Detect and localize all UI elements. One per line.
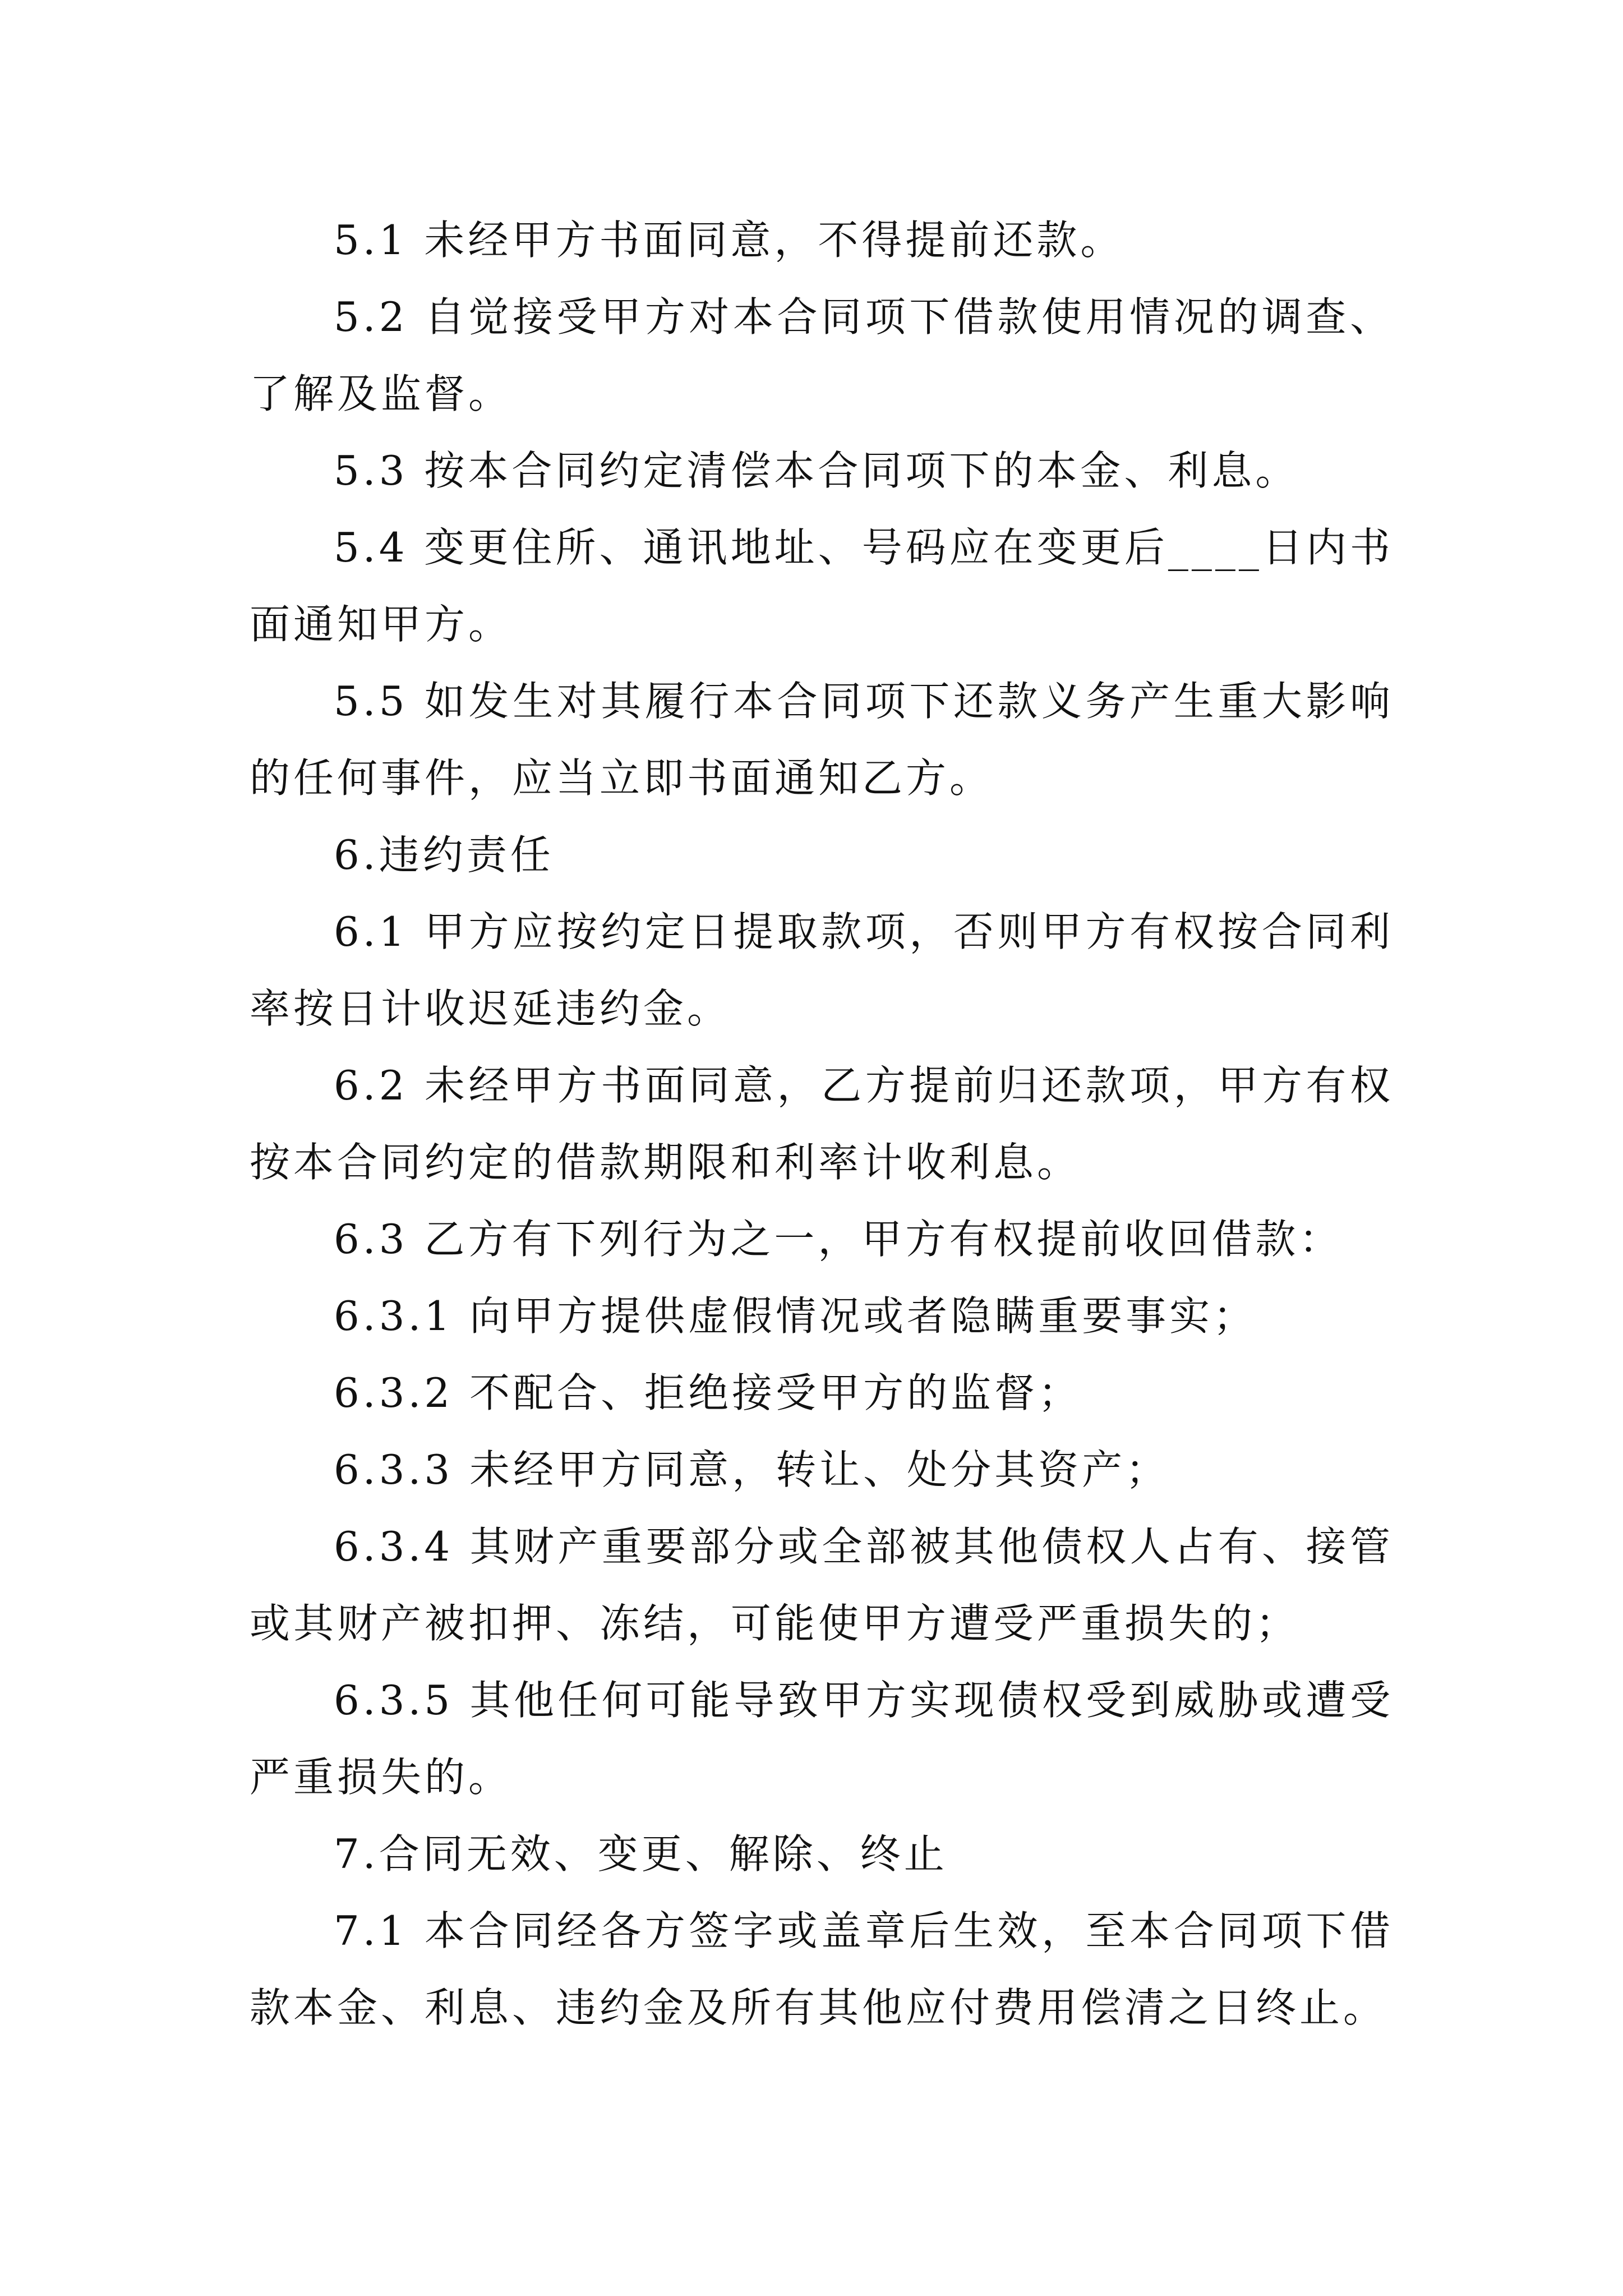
- clause-6-3-1: 6.3.1 向甲方提供虚假情况或者隐瞒重要事实；: [334, 1292, 1257, 1340]
- clause-6-3: 6.3 乙方有下列行为之一，甲方有权提前收回借款：: [334, 1216, 1343, 1263]
- section-6-heading: 6.违约责任: [334, 831, 554, 878]
- clause-6-3-4: 6.3.4 其财产重要部分或全部被其他债权人占有、接管或其财产被扣押、冻结，可能使甲方遭受严重损失的；: [250, 1523, 1394, 1647]
- clause-5-1: 5.1 未经甲方书面同意，不得提前还款。: [334, 217, 1124, 264]
- clause-6-2: 6.2 未经甲方书面同意，乙方提前归还款项，甲方有权按本合同约定的借款期限和利率计收利息。: [250, 1062, 1394, 1186]
- clause-5-4: 5.4 变更住所、通讯地址、号码应在变更后____日内书面通知甲方。: [250, 524, 1394, 648]
- clause-6-3-5: 6.3.5 其他任何可能导致甲方实现债权受到威胁或遭受严重损失的。: [250, 1677, 1394, 1801]
- clause-7-1: 7.1 本合同经各方签字或盖章后生效，至本合同项下借款本金、利息、违约金及所有其他应付费用偿清之日终止。: [250, 1907, 1394, 2031]
- clause-6-3-2: 6.3.2 不配合、拒绝接受甲方的监督；: [334, 1369, 1082, 1416]
- section-7-heading: 7.合同无效、变更、解除、终止: [334, 1830, 948, 1878]
- clause-5-3: 5.3 按本合同约定清偿本合同项下的本金、利息。: [334, 447, 1299, 494]
- clause-5-5: 5.5 如发生对其履行本合同项下还款义务产生重大影响的任何事件，应当立即书面通知乙方。: [250, 678, 1394, 802]
- clause-6-1: 6.1 甲方应按约定日提取款项，否则甲方有权按合同利率按日计收迟延违约金。: [250, 908, 1394, 1032]
- clause-5-2: 5.2 自觉接受甲方对本合同项下借款使用情况的调查、了解及监督。: [250, 293, 1394, 417]
- document-body: [250, 202, 1394, 2046]
- clause-6-3-3: 6.3.3 未经甲方同意，转让、处分其资产；: [334, 1446, 1170, 1493]
